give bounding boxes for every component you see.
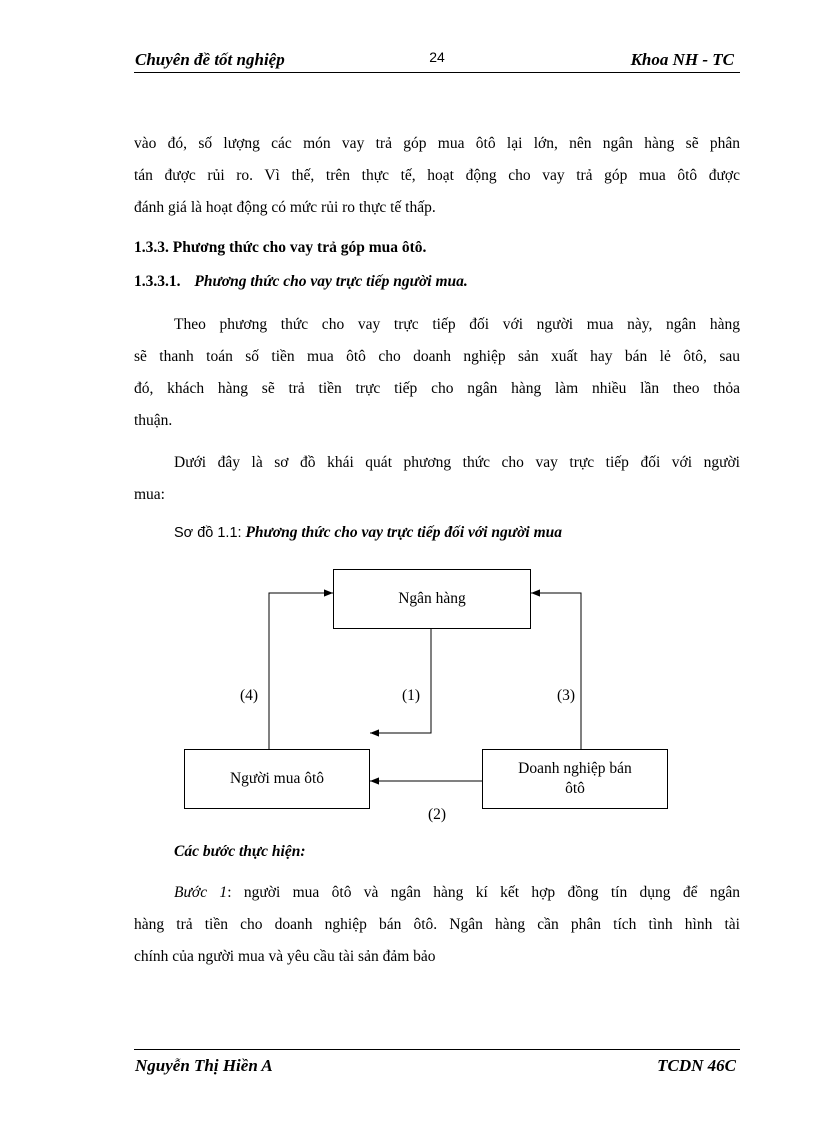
steps-heading: Các bước thực hiện: [174, 843, 306, 860]
bank-label: Ngân hàng [398, 590, 466, 607]
caption-title: Phương thức cho vay trực tiếp đối với người mua [245, 524, 562, 541]
diagram-caption [174, 519, 562, 547]
buyer-box [184, 749, 370, 809]
arrow-1-bank-to-buyer [370, 629, 431, 733]
page-number: 24 [429, 49, 445, 65]
para-1-line-1: Theo phương thức cho vay trực tiếp đối với người mua này, ngân hàng [174, 316, 740, 333]
para-1-line-3: đó, khách hàng sẽ trả tiền trực tiếp cho ngân hàng làm nhiều lần theo thỏa [134, 380, 740, 397]
bank-box [333, 569, 531, 629]
arrow-3-dealer-to-bank [531, 593, 581, 749]
page-footer [134, 1049, 740, 1080]
para-2-line-2: mua: [134, 486, 165, 503]
buyer-label: Người mua ôtô [229, 770, 325, 787]
page-header [134, 46, 740, 73]
step-1-line-2: hàng trả tiền cho doanh nghiệp bán ôtô. Ngân hàng cần phân tích tình hình tài [134, 916, 740, 933]
para-2-line-1: Dưới đây là sơ đồ khái quát phương thức cho vay trực tiếp đối với người [174, 454, 740, 471]
arrow-label-3: (3) [557, 687, 576, 704]
dealer-box [482, 749, 668, 809]
dealer-label-line-2: ôtô [565, 780, 585, 797]
dealer-label-line-1: Doanh nghiệp bán [518, 760, 632, 777]
intro-line-1: vào đó, số lượng các món vay trả góp mua ôtô lại lớn, nên ngân hàng sẽ phân [134, 135, 740, 152]
step-1-line-3: chính của người mua và yêu cầu tài sản đảm bảo [134, 948, 436, 965]
arrow-4-buyer-to-bank [269, 593, 333, 749]
arrow-label-2: (2) [428, 806, 447, 823]
arrow-label-1: (1) [402, 687, 421, 704]
footer-class: TCDN 46C [657, 1056, 736, 1075]
intro-line-2: tán được rủi ro. Vì thế, trên thực tế, hoạt động cho vay trả góp mua ôtô được [134, 167, 740, 184]
arrow-label-4: (4) [240, 687, 259, 704]
subsection-title: Phương thức cho vay trực tiếp người mua. [194, 273, 468, 290]
intro-line-3: đánh giá là hoạt động có mức rủi ro thực tế thấp. [134, 199, 436, 216]
step-1-label: Bước 1 [174, 884, 228, 901]
section-heading: 1.3.3. Phương thức cho vay trả góp mua ôtô. [134, 239, 427, 256]
header-faculty: Khoa NH - TC [630, 50, 734, 69]
step-1-line-1 [174, 877, 740, 909]
header-thesis-title: Chuyên đề tốt nghiệp [135, 50, 285, 69]
caption-label: Sơ đồ 1.1: [174, 525, 242, 541]
para-1-line-2: sẽ thanh toán số tiền mua ôtô cho doanh nghiệp sản xuất hay bán lẻ ôtô, sau [134, 348, 740, 365]
step-1-text: : người mua ôtô và ngân hàng kí kết hợp đồng tín dụng để ngân [227, 884, 741, 901]
para-1-line-4: thuận. [134, 412, 173, 429]
subsection-heading [134, 268, 468, 296]
subsection-number: 1.3.3.1. [134, 273, 181, 290]
footer-author: Nguyễn Thị Hiền A [135, 1056, 273, 1075]
